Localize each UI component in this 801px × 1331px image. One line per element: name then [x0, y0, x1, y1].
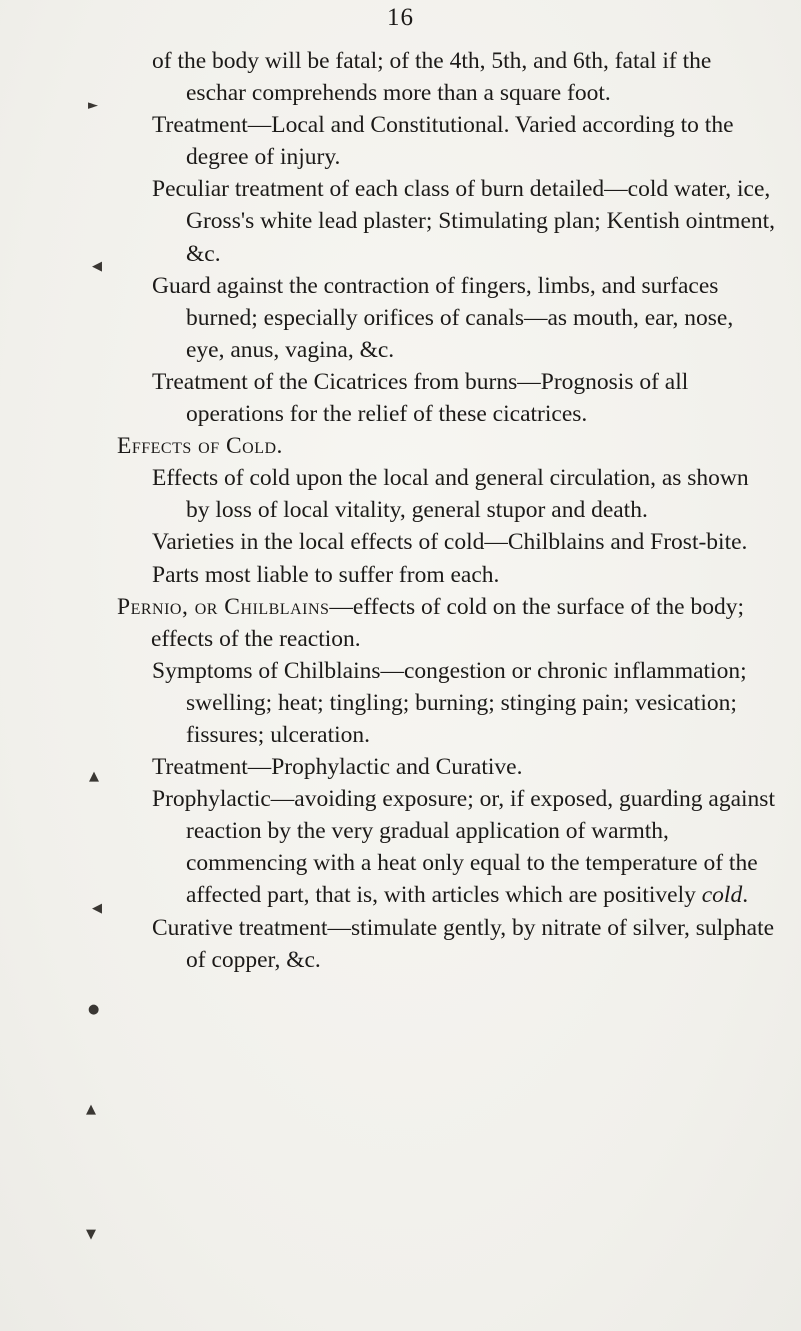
- paragraph-peculiar-treatment: Peculiar treatment of each class of burn detailed—cold water, ice, Gross's white lead plaster; Stimulating plan; Kentish ointment, &c.: [152, 176, 776, 267]
- margin-speck: ▼: [86, 1227, 96, 1242]
- prophylactic-text: Prophylactic—avoiding exposure; or, if exposed, guarding against reaction by the very gradual application of warmth, commencing with a heat only equal to the temperature of the affected part, that is, with articles which are positively: [152, 786, 775, 909]
- paragraph-symptoms: Symptoms of Chilblains—congestion or chronic inflammation; swelling; heat; tingling; burning; stinging pain; vesication; fissures; ulceration.: [152, 657, 747, 748]
- prophylactic-emphasis: cold: [701, 882, 743, 909]
- paragraph-fatal-burns: of the body will be fatal; of the 4th, 5th, and 6th, fatal if the eschar comprehends more than a square foot.: [152, 48, 712, 107]
- paragraph-pernio: [117, 591, 777, 655]
- pernio-text: —effects of cold on the surface of the body; effects of the reaction.: [151, 593, 745, 652]
- margin-speck: ▲: [89, 769, 99, 784]
- paragraph-treatment-types: Treatment—Prophylactic and Curative.: [152, 754, 523, 781]
- prophylactic-end: .: [742, 882, 749, 909]
- paragraph-curative: Curative treatment—stimulate gently, by nitrate of silver, sulphate of copper, &c.: [152, 914, 775, 973]
- margin-speck: ▲: [86, 1102, 96, 1117]
- section-heading-effects-of-cold: Effects of Cold.: [117, 433, 283, 460]
- paragraph-treatment: Treatment—Local and Constitutional. Varied according to the degree of injury.: [152, 112, 734, 171]
- page-body: [117, 45, 777, 976]
- pernio-heading: Pernio, or Chilblains: [117, 593, 330, 620]
- paragraph-guard-contraction: Guard against the contraction of fingers, limbs, and surfaces burned; especially orifices of canals—as mouth, ear, nose, eye, anus, vagina, &c.: [152, 272, 734, 363]
- paragraph-parts-liable: Parts most liable to suffer from each.: [152, 561, 500, 588]
- margin-speck: ◀: [92, 901, 102, 916]
- paragraph-cicatrices: Treatment of the Cicatrices from burns—Prognosis of all operations for the relief of these cicatrices.: [152, 368, 689, 428]
- margin-speck: ◀: [92, 259, 102, 274]
- page-number: 16: [387, 4, 414, 31]
- margin-speck: ●: [88, 1002, 100, 1017]
- margin-speck: ►: [88, 98, 98, 113]
- paragraph-varieties: Varieties in the local effects of cold—Chilblains and Frost-bite.: [152, 529, 748, 556]
- paragraph-prophylactic: [152, 783, 777, 911]
- paragraph-circulation: Effects of cold upon the local and general circulation, as shown by loss of local vitality, general stupor and death.: [152, 465, 749, 524]
